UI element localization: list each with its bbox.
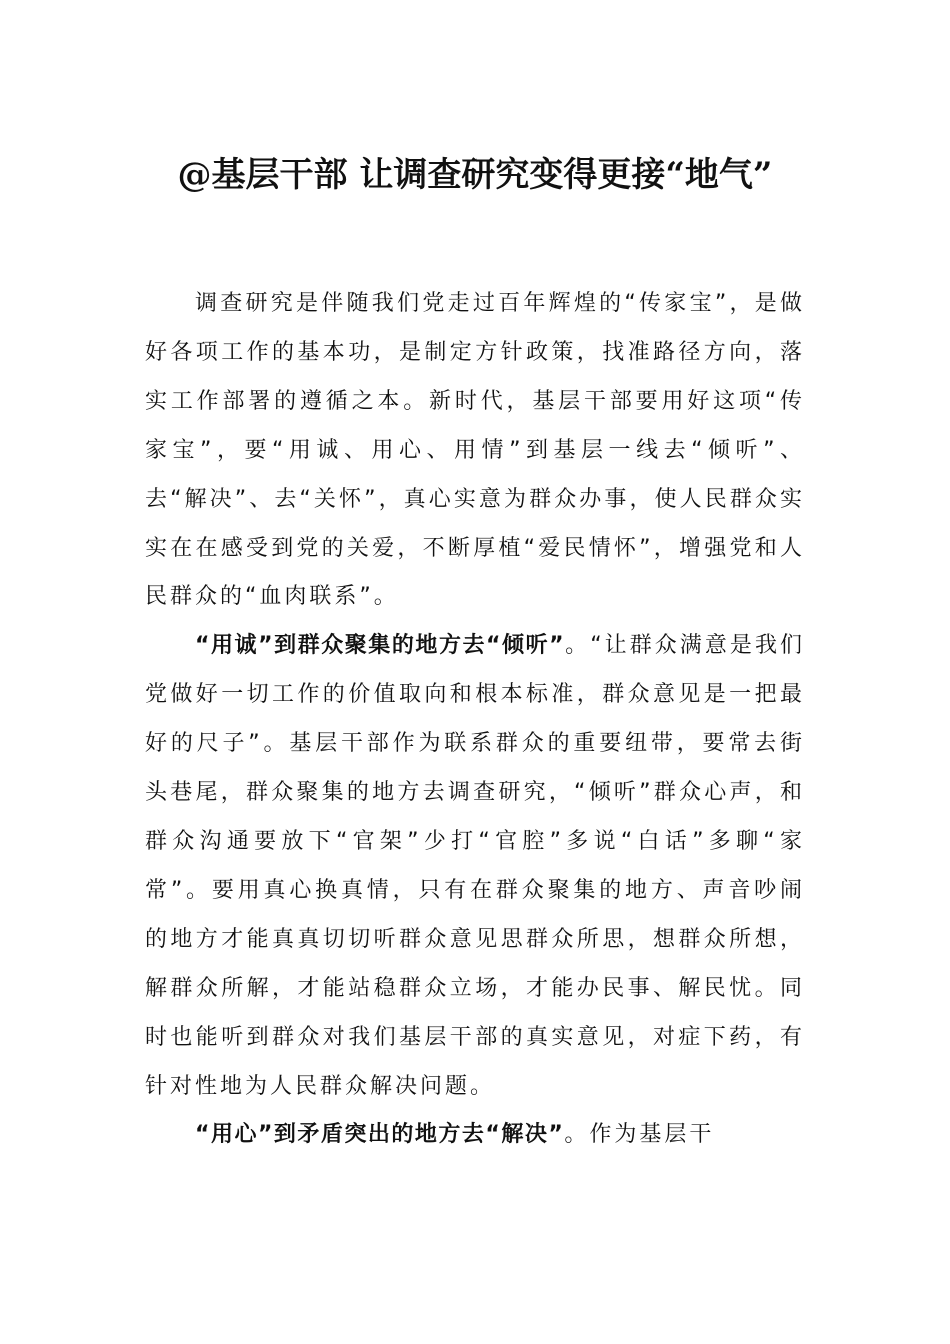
paragraph-intro bbox=[145, 280, 805, 622]
paragraph-heading: “用心”到矛盾突出的地方去“解决” bbox=[195, 1122, 565, 1148]
paragraph-text: 。“让群众满意是我们党做好一切工作的价值取向和根本标准，群众意见是一把最好的尺子”。基层干部作为联系群众的重要纽带，要常去街头巷尾，群众聚集的地方去调查研究，“倾听”群众心声，和群众沟通要放下“官架”少打“官腔”多说“白话”多聊“家常”。要用真心换真情，只有在群众聚集的地方、声音吵闹的地方才能真真切切听群众意见思群众所思，想群众所想，解群众所解，才能站稳群众立场，才能办民事、解民忧。同时也能听到群众对我们基层干部的真实意见，对症下药，有针对性地为人民群众解决问题。 bbox=[145, 633, 805, 1099]
paragraph-text: 。作为基层干 bbox=[564, 1122, 715, 1148]
paragraph-heading: “用诚”到群众聚集的地方去“倾听” bbox=[195, 633, 566, 659]
paragraph-text: 调查研究是伴随我们党走过百年辉煌的“传家宝”，是做好各项工作的基本功，是制定方针政策，找准路径方向，落实工作部署的遵循之本。新时代，基层干部要用好这项“传家宝”，要“用诚、用心、用情”到基层一线去“倾听”、去“解决”、去“关怀”，真心实意为群众办事，使人民群众实实在在感受到党的关爱，不断厚植“爱民情怀”，增强党和人民群众的“血肉联系”。 bbox=[145, 291, 805, 610]
paragraph-listening bbox=[145, 622, 805, 1111]
paragraph-solving bbox=[145, 1111, 805, 1160]
article-body bbox=[145, 280, 805, 1160]
article-title: @基层干部 让调查研究变得更接“地气” bbox=[177, 155, 773, 195]
